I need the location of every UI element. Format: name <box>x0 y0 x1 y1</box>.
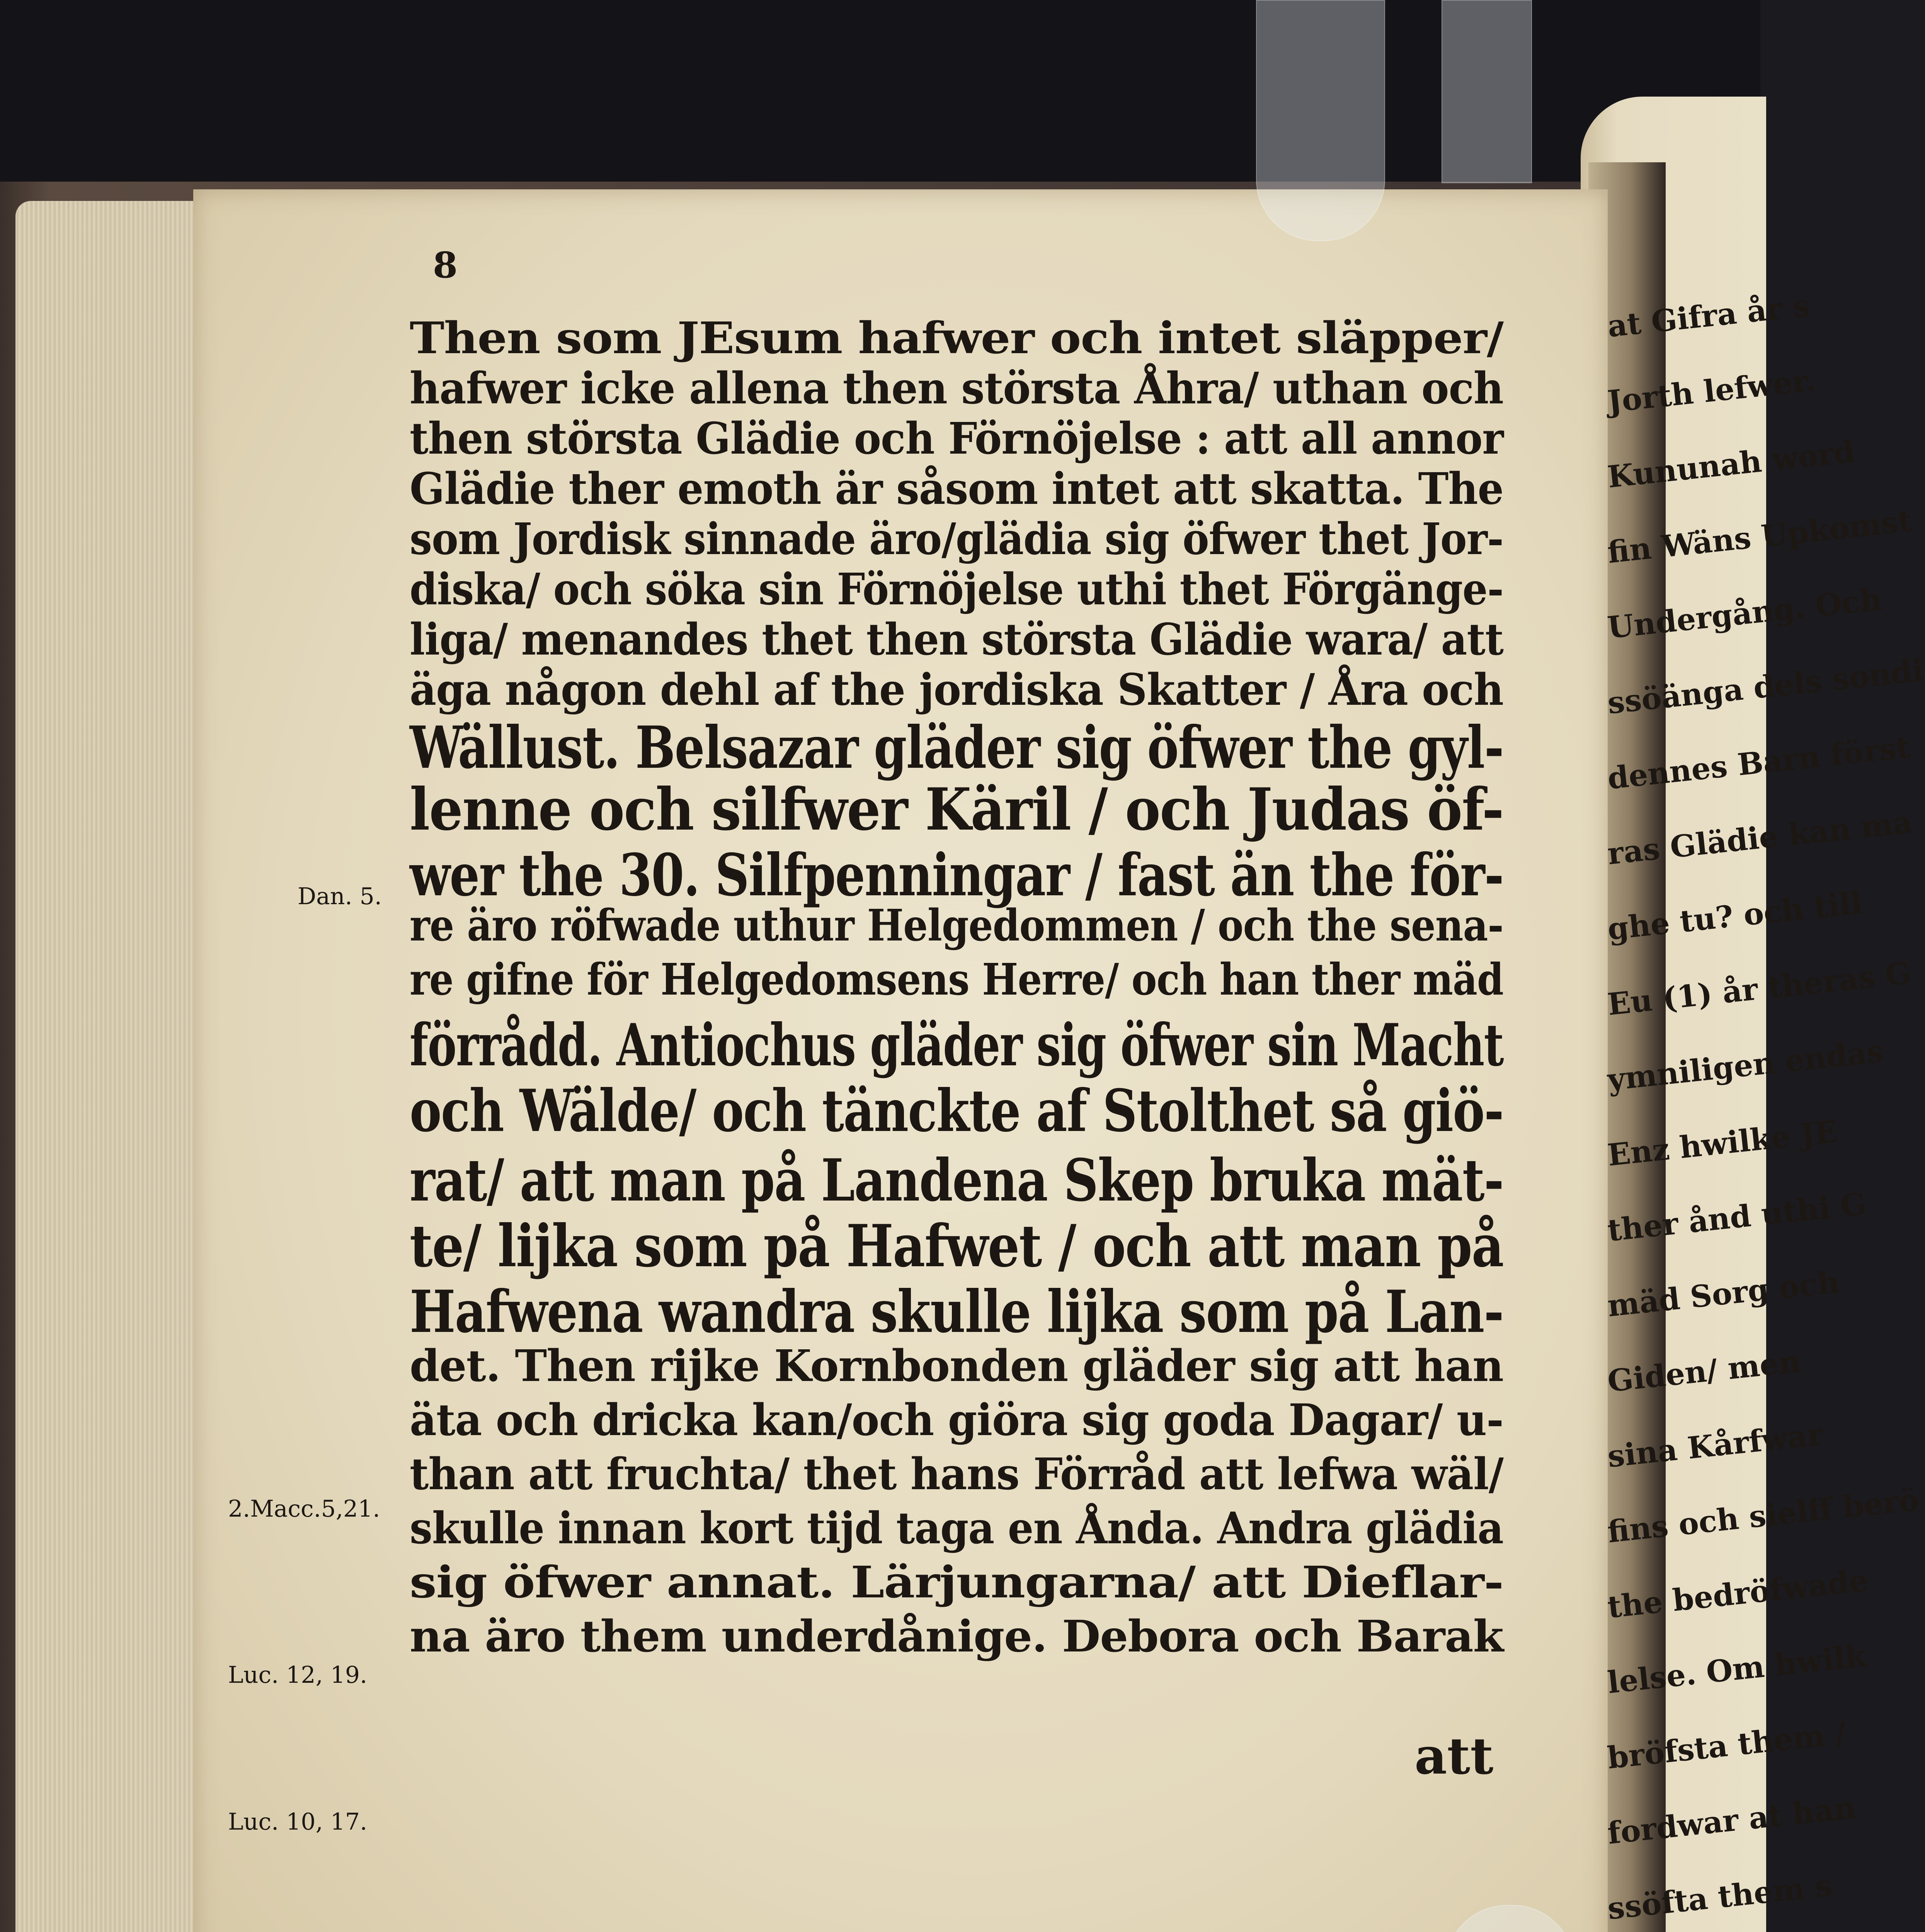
text-line: wer the 30. Silfpenningar / fast än the för- <box>410 841 1503 909</box>
text-line: förrådd. Antiochus gläder sig öfwer sin Macht <box>410 1011 1503 1079</box>
facing-text-line: bröfsta them / <box>1606 1716 1848 1776</box>
facing-text-line: at Gifra år s <box>1606 288 1811 344</box>
text-line: skulle innan kort tijd taga en Ånda. Andra glädia <box>410 1503 1503 1554</box>
margin-note-luc12: Luc. 12, 19. <box>228 1662 368 1689</box>
text-line: rat/ att man på Landena Skep bruka mät- <box>410 1146 1503 1214</box>
facing-text-line: dennes Barn först <box>1606 730 1912 796</box>
text-line: det. Then rijke Kornbonden gläder sig att han <box>410 1341 1503 1391</box>
tape-strip <box>1256 0 1385 241</box>
text-line: sig öfwer annat. Lärjungarna/ att Dieflar- <box>410 1557 1503 1608</box>
margin-note-dan: Dan. 5. <box>298 883 382 910</box>
text-line: äga någon dehl af the jordiska Skatter / Åra och <box>410 665 1503 715</box>
facing-text-line: sina Kårfwar <box>1606 1417 1825 1475</box>
facing-text-line: Kununah word <box>1606 434 1857 495</box>
catchword: att <box>1414 1726 1494 1786</box>
facing-text-line: fordwar at han <box>1606 1790 1858 1851</box>
text-line: som Jordisk sinnade äro/glädia sig öfwer thet Jor- <box>410 514 1503 565</box>
margin-note-luc10: Luc. 10, 17. <box>228 1808 368 1835</box>
facing-text-line: ssöfta them s <box>1606 1868 1834 1927</box>
facing-text-line: ymniligen endas <box>1606 1034 1885 1098</box>
text-line: hafwer icke allena then största Åhra/ uthan och <box>410 363 1503 414</box>
facing-text-line: ras Glädie kan ma <box>1606 804 1914 872</box>
text-line: Hafwena wandra skulle lijka som på Lan- <box>410 1278 1503 1346</box>
facing-text-line: Enz hwilke JE <box>1606 1114 1840 1173</box>
text-line: Wällust. Belsazar gläder sig öfwer the gyl- <box>410 714 1503 782</box>
facing-text-line: Giden/ men <box>1606 1344 1802 1399</box>
text-line: re gifne för Helgedomsens Herre/ och han ther mäd <box>410 954 1503 1005</box>
margin-note-macc: 2.Macc.5,21. <box>228 1495 380 1522</box>
text-line: Glädie ther emoth är såsom intet att skatta. The <box>410 464 1503 514</box>
facing-text-line: Undergång. Och <box>1606 582 1884 646</box>
text-line: lenne och silfwer Käril / och Judas öf- <box>410 776 1503 844</box>
text-line: re äro röfwade uthur Helgedommen / och the sena- <box>410 900 1503 951</box>
facing-text-line: fins och sielff berö <box>1606 1482 1921 1550</box>
tape-strip <box>1442 0 1532 183</box>
facing-text-line: Eu (1) år theras G <box>1606 955 1913 1022</box>
facing-text-line: ghe tu? och till <box>1606 885 1864 947</box>
page-number: 8 <box>433 244 458 286</box>
text-line: than att fruchta/ thet hans Förråd att lefwa wäl/ <box>410 1449 1503 1500</box>
facing-text-line: lelse. Om hwilk <box>1606 1638 1868 1701</box>
text-line: na äro them underdånige. Debora och Barak <box>410 1611 1503 1662</box>
text-line: diska/ och söka sin Förnöjelse uthi thet Förgänge- <box>410 564 1503 615</box>
text-line: äta och dricka kan/och giöra sig goda Dagar/ u- <box>410 1395 1503 1446</box>
facing-text-line: mäd Sorg och <box>1606 1264 1841 1324</box>
page-edges <box>15 201 197 1932</box>
facing-text-line: fin Wäns Upkomst <box>1606 503 1914 570</box>
text-line: Then som JEsum hafwer och intet släpper/ <box>410 313 1503 364</box>
text-line: then största Glädie och Förnöjelse : att all annor <box>410 413 1503 464</box>
text-line: liga/ menandes thet then största Glädie wara/ att <box>410 614 1503 665</box>
facing-text-line: Jorth lefwer. <box>1606 362 1818 420</box>
facing-text-line: the bedröfwade <box>1606 1563 1870 1625</box>
text-line: te/ lijka som på Hafwet / och att man på <box>410 1212 1503 1280</box>
facing-text-line: ssöänga dels sondi <box>1606 653 1925 721</box>
text-line: och Wälde/ och tänckte af Stolthet så giö- <box>410 1077 1503 1145</box>
facing-text-line: ther ånd uthi G <box>1606 1186 1868 1248</box>
